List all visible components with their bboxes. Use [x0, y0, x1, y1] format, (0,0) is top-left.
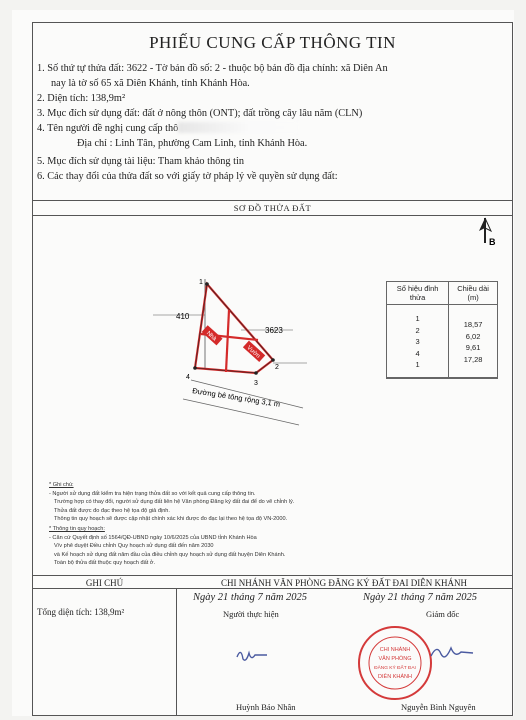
note-line: Thông tin quy hoạch sẽ được cập nhật chính xác khi được đo đạc lại theo hệ tọa độ VN-2000.: [54, 516, 288, 523]
document-title: PHIẾU CUNG CẤP THÔNG TIN: [149, 33, 396, 52]
vertex-1: [205, 282, 209, 286]
footer-office: CHI NHÁNH VĂN PHÒNG ĐĂNG KÝ ĐẤT ĐAI DIÊN KHÁNH: [221, 578, 467, 588]
note-line: - Người sử dụng đất kiểm tra hiện trạng thửa đất so với kết quả cung cấp thông tin.: [49, 490, 256, 497]
table-point: 3: [415, 337, 420, 347]
planning-line: - Căn cứ Quyết định số 1564/QĐ-UBND ngày 10/6/2025 của UBND tỉnh Khánh Hòa: [49, 534, 257, 541]
table-col-lengths: [449, 305, 498, 378]
table-point: 1: [415, 314, 420, 324]
north-arrow-icon: [479, 218, 496, 247]
table-length: 9,61: [465, 343, 481, 352]
vertex-length-table: [386, 281, 498, 379]
signature-right-icon: [427, 638, 477, 668]
label-nha: Nhà: [204, 330, 218, 343]
item-changes: 6. Các thay đổi của thửa đất so với giấy tờ pháp lý về quyền sử dụng đất:: [37, 171, 338, 182]
point-label-2: 2: [275, 364, 279, 371]
item-address: Địa chỉ : Linh Tân, phường Cam Linh, tỉnh Khánh Hòa.: [77, 138, 308, 149]
item-purpose: 5. Mục đích sử dụng tài liệu: Tham khảo thông tin: [37, 156, 245, 167]
stamp-line: ĐĂNG KÝ ĐẤT ĐAI: [374, 666, 416, 671]
vertex-3: [254, 371, 258, 375]
role-left: Người thực hiện: [223, 609, 279, 619]
notes-label: * Ghi chú:: [49, 482, 74, 488]
date-left: Ngày 21 tháng 7 năm 2025: [193, 592, 308, 603]
point-label-1: 1: [199, 279, 203, 286]
divider-footer-header: [33, 588, 512, 589]
signature-left-icon: [233, 643, 273, 667]
parcel-diagram: [33, 23, 512, 463]
stamp-line: CHI NHÁNH: [379, 647, 411, 653]
item-land-use: 3. Mục đích sử dụng đất: đất ở nông thôn (ONT); đất trồng cây lâu năm (CLN): [37, 108, 363, 119]
point-label-4: 4: [186, 374, 190, 381]
footer-ghi-chu: GHI CHÚ: [85, 578, 124, 588]
parcel-label-410: 410: [176, 312, 190, 321]
point-label-3: 3: [254, 380, 258, 387]
table-point: 2: [415, 325, 420, 335]
house-garden-divider: [226, 310, 229, 372]
item-requester-label: 4. Tên người đề nghị cung cấp thô: [37, 123, 179, 134]
table-header-length: Chiều dài (m): [449, 282, 498, 305]
table-length: 18,57: [463, 320, 483, 329]
table-point: 1: [415, 360, 420, 370]
table-col-points: [387, 305, 449, 378]
planning-line: Toàn bộ thửa đất thuộc quy hoạch đất ở.: [54, 560, 156, 567]
item-parcel-number-cont: nay là tờ số 65 xã Diên Khánh, tỉnh Khánh Hòa.: [51, 78, 250, 89]
total-area: Tổng diện tích: 138,9m²: [37, 607, 125, 617]
role-right: Giám đốc: [426, 609, 460, 619]
planning-label: * Thông tin quy hoạch:: [49, 525, 105, 532]
stamp-line: DIÊN KHÁNH: [378, 674, 412, 680]
name-left: Huỳnh Bảo Nhân: [236, 702, 296, 712]
note-line: Thửa đất được đo đạc theo hệ tọa độ giả định.: [54, 507, 170, 514]
date-right: Ngày 21 tháng 7 năm 2025: [363, 592, 478, 603]
label-vuon: Vườn: [245, 345, 261, 360]
diagram-title: SƠ ĐỒ THỬA ĐẤT: [233, 203, 312, 213]
note-line: Trường hợp có thay đổi, người sử dụng đất liên hệ Văn phòng Đăng ký đất đai để do vẽ chỉnh lý.: [54, 499, 295, 506]
table-length: 6,02: [465, 331, 481, 341]
table-point: 4: [415, 348, 420, 358]
name-right: Nguyễn Bình Nguyên: [401, 702, 476, 712]
document-frame: [32, 22, 513, 716]
document-sheet: [12, 10, 514, 716]
parcel-label-3623: 3623: [265, 326, 283, 335]
road-label: Đường bê tông rộng 3,1 m: [191, 386, 281, 409]
svg-text:B: B: [489, 237, 496, 247]
item-parcel-number: 1. Số thứ tự thửa đất: 3622 - Tờ bản đồ số: 2 - thuộc bộ bản đồ địa chính: xã Diên An: [37, 63, 388, 74]
planning-line: và Kế hoạch sử dụng đất năm đầu của điều chỉnh quy hoạch sử dụng đất huyện Diên Khánh.: [54, 551, 286, 558]
notes-section: [49, 481, 294, 568]
divider-footer-top: [33, 575, 512, 576]
vertex-4: [193, 366, 197, 370]
stamp-line: VĂN PHÒNG: [378, 656, 412, 662]
table-length: 17,28: [463, 354, 483, 364]
planning-line: V/v phê duyệt Điều chỉnh Quy hoạch sử dụng đất đến năm 2030: [54, 543, 214, 550]
item-area: 2. Diện tích: 138,9m²: [37, 93, 126, 104]
table-header-vertex: Số hiệu đỉnh thửa: [387, 282, 449, 305]
vertex-2: [271, 358, 275, 362]
office-stamp-icon: [355, 623, 435, 703]
